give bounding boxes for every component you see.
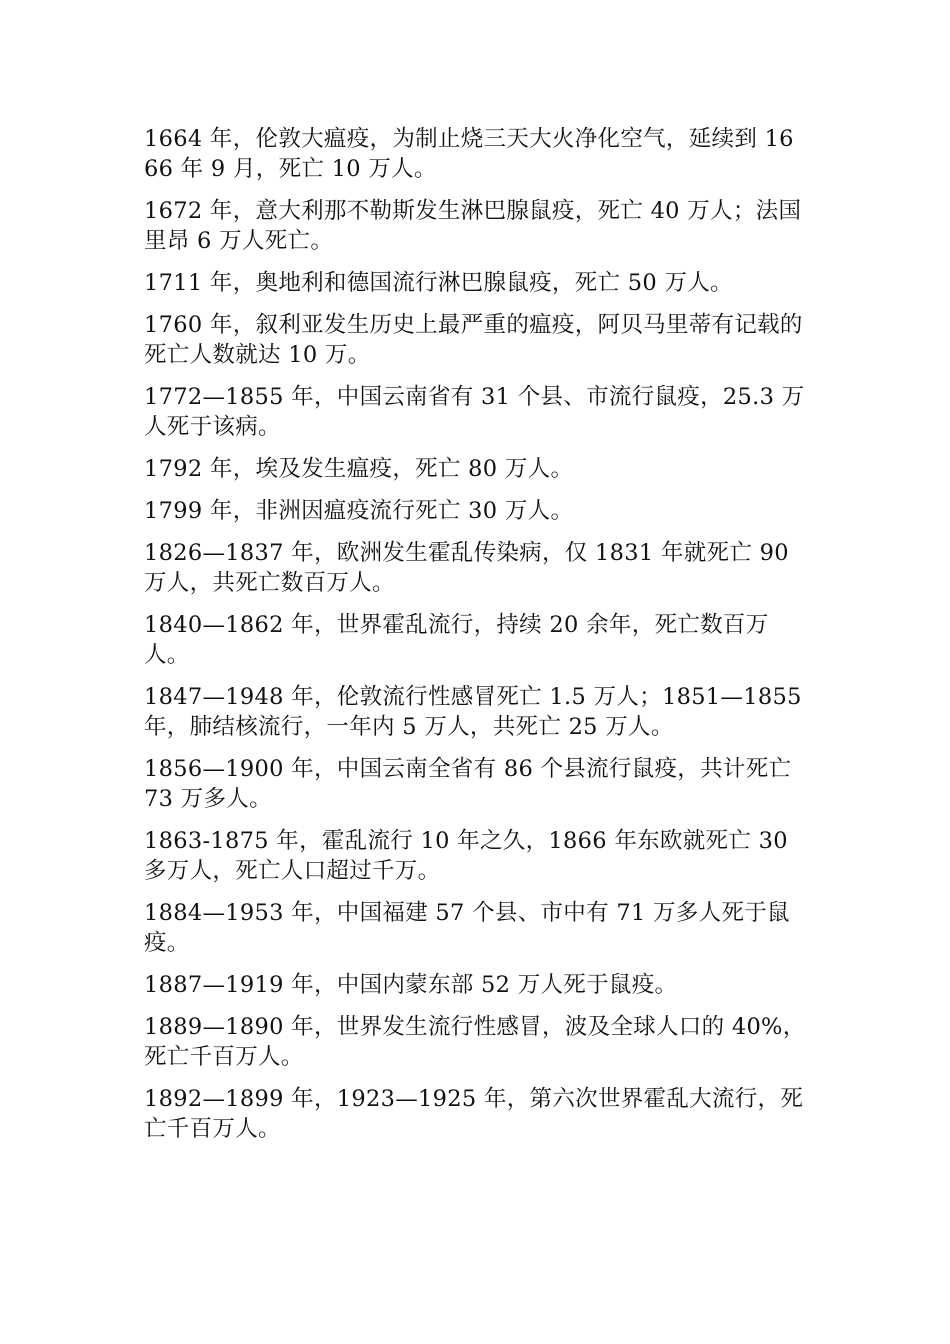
document-body [144,124,808,1156]
paragraph-1672: 1672 年，意大利那不勒斯发生淋巴腺鼠疫，死亡 40 万人；法国里昂 6 万人死亡。 [144,198,802,254]
paragraph-1826: 1826—1837 年，欧洲发生霍乱传染病，仅 1831 年就死亡 90 万人，共死亡数百万人。 [144,540,789,596]
paragraph-1792: 1792 年，埃及发生瘟疫，死亡 80 万人。 [144,456,574,482]
paragraph-1840: 1840—1862 年，世界霍乱流行，持续 20 余年，死亡数百万人。 [144,612,769,668]
paragraph-1760: 1760 年，叙利亚发生历史上最严重的瘟疫，阿贝马里蒂有记载的死亡人数就达 10 万。 [144,312,803,368]
paragraph-1847: 1847—1948 年，伦敦流行性感冒死亡 1.5 万人；1851—1855 年，肺结核流行，一年内 5 万人，共死亡 25 万人。 [144,684,802,740]
paragraph-1664: 1664 年，伦敦大瘟疫，为制止烧三天大火净化空气，延续到 1666 年 9 月，死亡 10 万人。 [144,126,794,182]
paragraph-1884: 1884—1953 年，中国福建 57 个县、市中有 71 万多人死于鼠疫。 [144,900,790,956]
paragraph-1856: 1856—1900 年，中国云南全省有 86 个县流行鼠疫，共计死亡 73 万多人。 [144,756,792,812]
paragraph-1711: 1711 年，奥地利和德国流行淋巴腺鼠疫，死亡 50 万人。 [144,270,733,296]
paragraph-1772: 1772—1855 年，中国云南省有 31 个县、市流行鼠疫，25.3 万人死于该病。 [144,384,805,440]
paragraph-1887: 1887—1919 年，中国内蒙东部 52 万人死于鼠疫。 [144,972,678,998]
paragraph-1863: 1863-1875 年，霍乱流行 10 年之久，1866 年东欧就死亡 30 多万人，死亡人口超过千万。 [144,828,788,884]
paragraph-1889: 1889—1890 年，世界发生流行性感冒，波及全球人口的 40%，死亡千百万人。 [144,1014,806,1070]
paragraph-1799: 1799 年，非洲因瘟疫流行死亡 30 万人。 [144,498,574,524]
paragraph-1892: 1892—1899 年，1923—1925 年，第六次世界霍乱大流行，死亡千百万人。 [144,1086,804,1142]
